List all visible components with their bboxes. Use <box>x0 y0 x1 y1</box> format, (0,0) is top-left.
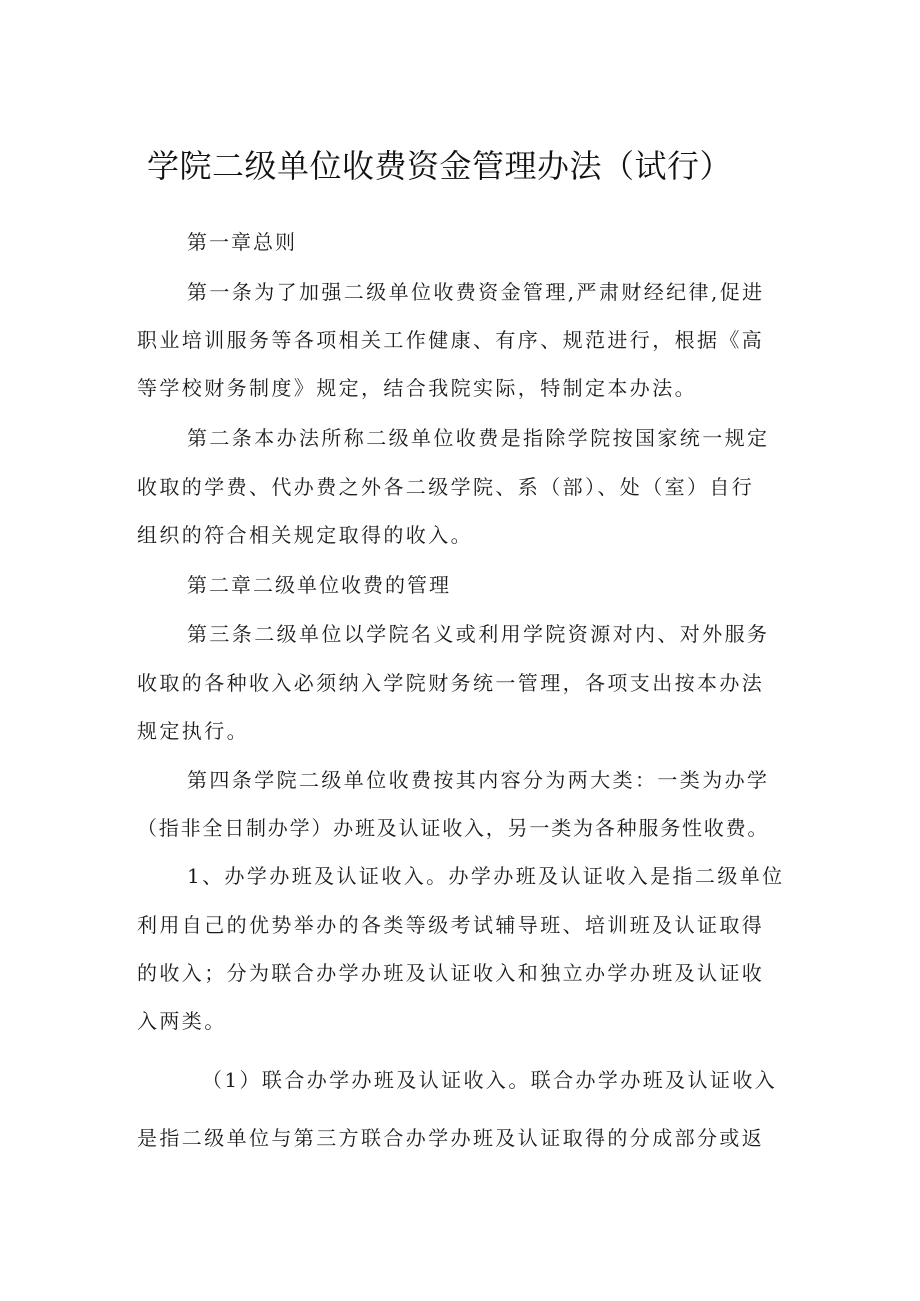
article-2-line-2: 收取的学费、代办费之外各二级学院、系（部）、处（室）自行 <box>137 475 755 499</box>
article-4-line-1: 第四条学院二级单位收费按其内容分为两大类：一类为办学 <box>187 768 770 792</box>
subitem-1-line-1: （1）联合办学办班及认证收入。联合办学办班及认证收入 <box>202 1068 778 1092</box>
item-1-line-4: 入两类。 <box>137 1009 227 1033</box>
chapter-heading-1: 第一章总则 <box>187 230 297 254</box>
article-1-line-1: 第一条为了加强二级单位收费资金管理,严肃财经纪律,促进 <box>187 280 765 304</box>
item-1-line-3: 的收入；分为联合办学办班及认证收入和独立办学办班及认证收 <box>137 961 765 985</box>
article-3-line-3: 规定执行。 <box>137 719 249 743</box>
article-3-line-1: 第三条二级单位以学院名义或利用学院资源对内、对外服务 <box>187 622 770 646</box>
item-1-line-1: 1、办学办班及认证收入。办学办班及认证收入是指二级单位 <box>187 864 785 888</box>
item-1-line-2: 利用自己的优势举办的各类等级考试辅导班、培训班及认证取得 <box>137 913 765 937</box>
article-3-line-2: 收取的各种收入必须纳入学院财务统一管理，各项支出按本办法 <box>137 671 765 695</box>
article-2-line-3: 组织的符合相关规定取得的收入。 <box>137 523 473 547</box>
article-2-line-1: 第二条本办法所称二级单位收费是指除学院按国家统一规定 <box>187 426 770 450</box>
chapter-heading-2: 第二章二级单位收费的管理 <box>187 573 451 597</box>
article-4-line-2: （指非全日制办学）办班及认证收入，另一类为各种服务性收费。 <box>137 816 770 840</box>
subitem-1-line-2: 是指二级单位与第三方联合办学办班及认证取得的分成部分或返 <box>137 1126 765 1150</box>
document-title: 学院二级单位收费资金管理办法（试行） <box>147 147 733 185</box>
article-1-line-2: 职业培训服务等各项相关工作健康、有序、规范进行，根据《高 <box>137 328 765 352</box>
article-1-line-3: 等学校财务制度》规定，结合我院实际，特制定本办法。 <box>137 376 697 400</box>
